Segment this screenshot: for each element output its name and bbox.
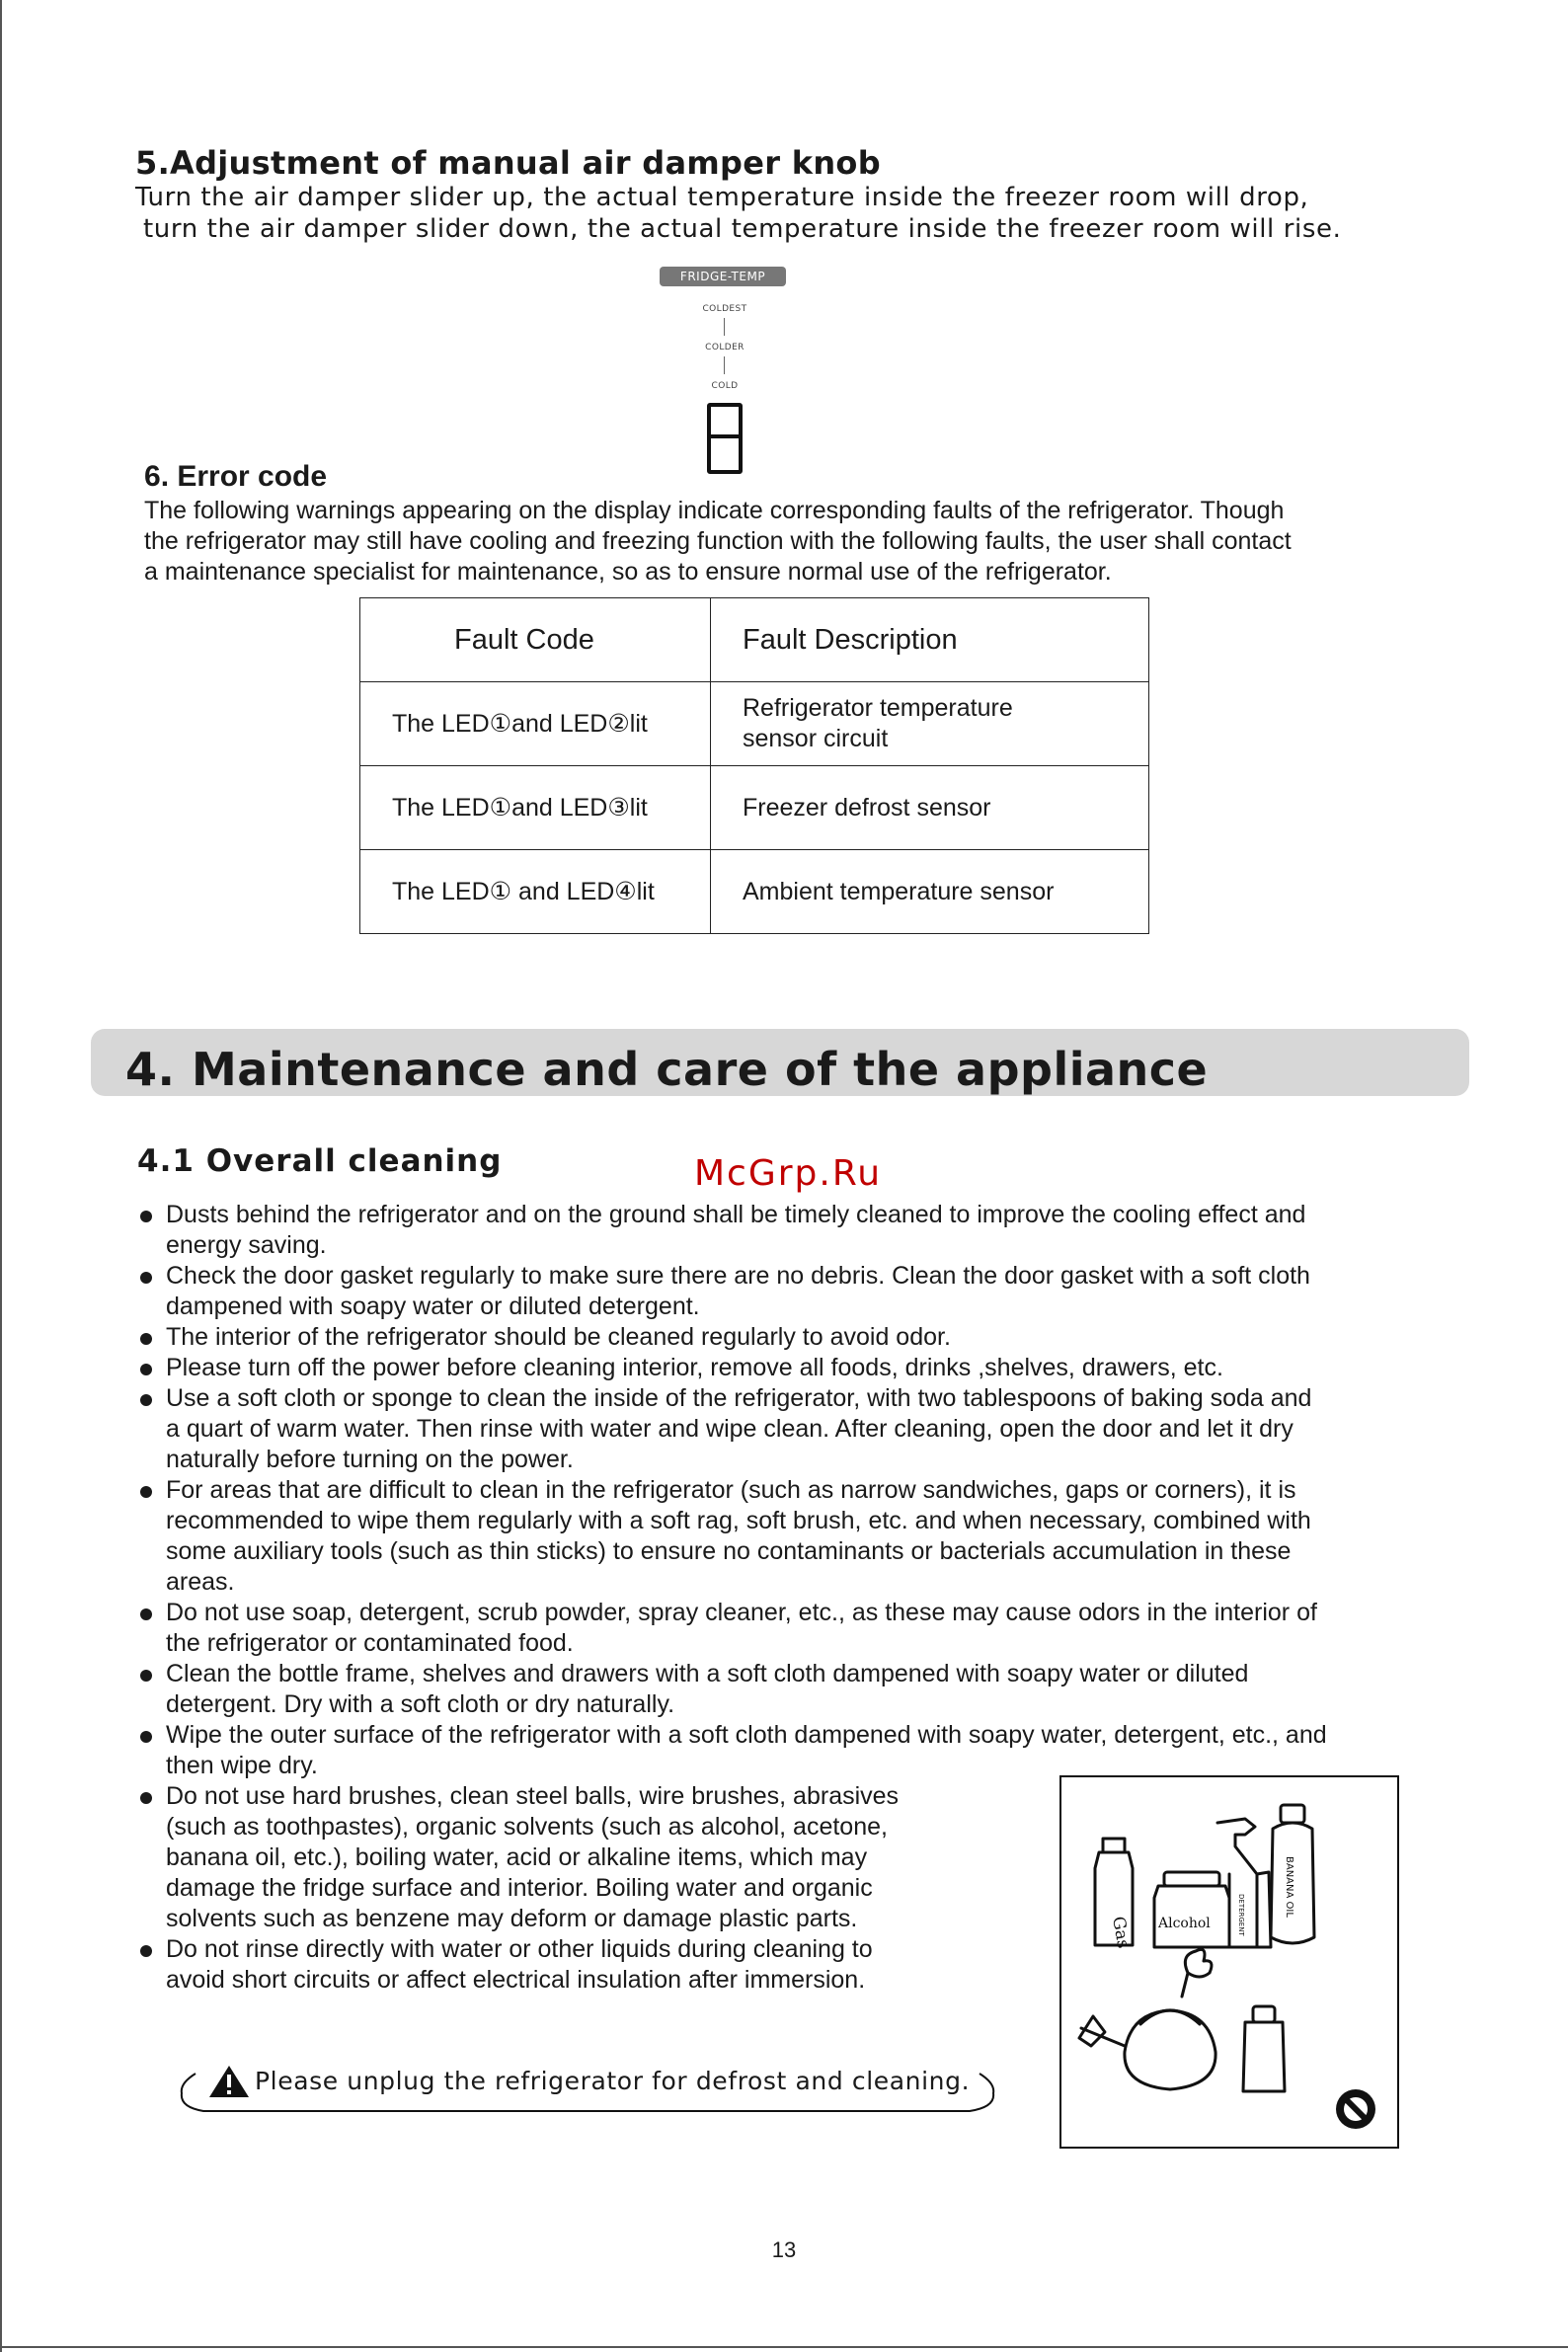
section-6-heading: [144, 460, 327, 494]
list-item: [134, 1659, 1497, 1720]
section-6-line: a maintenance specialist for maintenance, so as to ensure normal use of the refrigerator.: [144, 558, 1112, 586]
bullet-line: Dusts behind the refrigerator and on the ground shall be timely cleaned to improve the cooling effect and: [166, 1201, 1306, 1228]
bullet-line: detergent. Dry with a soft cloth or dry naturally.: [166, 1690, 675, 1718]
banana-oil-label: BANANA OIL: [1284, 1856, 1294, 1918]
description-line: sensor circuit: [743, 725, 889, 752]
bullet-line: dampened with soapy water or diluted detergent.: [166, 1293, 700, 1320]
detergent-label: DETERGENT: [1237, 1894, 1245, 1936]
bullet-line: solvents such as benzene may deform or damage plastic parts.: [166, 1905, 858, 1932]
fridge-temp-badge: FRIDGE-TEMP: [660, 267, 786, 286]
prohibition-icon: [1336, 2089, 1375, 2129]
spray-bottle-icon: [1217, 1819, 1257, 1947]
bullet-line: avoid short circuits or affect electrical insulation after immersion.: [166, 1966, 866, 1994]
bullet-line: Do not use soap, detergent, scrub powder, spray cleaner, etc., as these may cause odors in the interior of: [166, 1599, 1317, 1626]
warning-icon: [209, 2066, 249, 2097]
bullet-line: (such as toothpastes), organic solvents (such as alcohol, acetone,: [166, 1813, 888, 1841]
unplug-notice: [180, 2062, 997, 2119]
gas-label: Gas: [1108, 1915, 1134, 1950]
bullet-line: naturally before turning on the power.: [166, 1446, 574, 1473]
header-fault-code: Fault Code: [360, 598, 711, 682]
damper-slider-knob[interactable]: [707, 403, 743, 474]
list-item: [134, 1200, 1497, 1261]
bullet-line: Do not use hard brushes, clean steel balls, wire brushes, abrasives: [166, 1782, 900, 1810]
page-number: 13: [771, 2237, 797, 2262]
bullet-line: Wipe the outer surface of the refrigerator with a soft cloth dampened with soapy water, detergent, etc., and: [166, 1721, 1327, 1749]
list-item: [134, 1598, 1497, 1659]
section-5-line: turn the air damper slider down, the actual temperature inside the freezer room will rise.: [143, 214, 1342, 244]
fault-code-cell: The LED①and LED②lit: [360, 682, 711, 766]
banana-oil-cap: [1281, 1805, 1304, 1823]
unplug-notice-text: Please unplug the refrigerator for defrost and cleaning.: [255, 2067, 971, 2095]
bullet-line: some auxiliary tools (such as thin sticks) to ensure no contaminants or bacterials accumulation in these: [166, 1537, 1292, 1565]
section-5-text: [135, 182, 1341, 245]
bullet-line: Do not rinse directly with water or other liquids during cleaning to: [166, 1935, 873, 1963]
forbidden-cleaners-illustration: [1059, 1775, 1399, 2149]
section-6-line: The following warnings appearing on the display indicate corresponding faults of the refrigerator. Though: [144, 497, 1285, 524]
section-5-line: Turn the air damper slider up, the actual temperature inside the freezer room will drop,: [135, 183, 1309, 212]
list-item: [134, 1781, 1055, 1934]
bullet-line: Clean the bottle frame, shelves and drawers with a soft cloth dampened with soapy water or diluted: [166, 1660, 1249, 1687]
alcohol-label: Alcohol: [1158, 1916, 1211, 1931]
fault-description-cell: [711, 682, 1149, 766]
kettle-icon: [1125, 2010, 1215, 2089]
section-6-title: . Error code: [160, 460, 328, 493]
bullet-line: energy saving.: [166, 1231, 327, 1259]
section-6-number: 6: [144, 460, 161, 493]
list-item: [134, 1261, 1497, 1322]
list-item: [134, 1934, 1055, 1996]
section-6-text: [144, 496, 1292, 588]
alcohol-jar-lid: [1164, 1872, 1219, 1886]
list-item: [134, 1720, 1497, 1781]
bullet-line: Check the door gasket regularly to make sure there are no debris. Clean the door gasket with a soft cloth: [166, 1262, 1310, 1290]
page-edge-bottom: [0, 2346, 1568, 2348]
small-bottle-cap: [1253, 2006, 1275, 2022]
gas-bottle-cap: [1103, 1839, 1125, 1852]
bullet-line: Use a soft cloth or sponge to clean the inside of the refrigerator, with two tablespoons of baking soda and: [166, 1384, 1312, 1412]
bullet-line: damage the fridge surface and interior. Boiling water and organic: [166, 1874, 873, 1902]
bullet-line: recommended to wipe them regularly with a soft rag, soft brush, etc. and when necessary, combined with: [166, 1507, 1311, 1534]
list-item: [134, 1322, 1497, 1353]
fault-description-cell: Freezer defrost sensor: [711, 766, 1149, 850]
bullet-line: then wipe dry.: [166, 1752, 318, 1779]
air-damper-diagram: [656, 263, 794, 480]
table-row: [360, 766, 1149, 850]
bullet-line: The interior of the refrigerator should be cleaned regularly to avoid odor.: [166, 1323, 951, 1351]
fault-code-table: [359, 597, 1149, 934]
level-tick: [724, 356, 725, 374]
cleaners-drawing: [1061, 1777, 1397, 2147]
subsection-heading: 4.1 Overall cleaning: [137, 1143, 503, 1179]
bullet-line: For areas that are difficult to clean in the refrigerator (such as narrow sandwiches, gaps or corners), it is: [166, 1476, 1296, 1504]
bullet-line: Please turn off the power before cleaning interior, remove all foods, drinks ,shelves, drawers, etc.: [166, 1354, 1223, 1381]
description-line: Refrigerator temperature: [743, 694, 1013, 722]
bullet-line: banana oil, etc.), boiling water, acid or alkaline items, which may: [166, 1843, 868, 1871]
bullet-line: a quart of warm water. Then rinse with water and wipe clean. After cleaning, open the door and let it dry: [166, 1415, 1294, 1443]
list-item: [134, 1383, 1497, 1475]
page-edge-left: [0, 0, 2, 2352]
fault-code-cell: The LED① and LED④lit: [360, 850, 711, 934]
table-row: [360, 850, 1149, 934]
small-bottle-icon: [1243, 2022, 1285, 2091]
watermark: McGrp.Ru: [694, 1153, 883, 1194]
level-cold-label: COLD: [711, 381, 739, 391]
level-tick: [724, 318, 725, 336]
bullet-line: areas.: [166, 1568, 235, 1596]
table-header-row: [360, 598, 1149, 682]
fault-code-cell: The LED①and LED③lit: [360, 766, 711, 850]
level-colder-label: COLDER: [705, 343, 745, 353]
fault-description-cell: Ambient temperature sensor: [711, 850, 1149, 934]
level-coldest-label: COLDEST: [702, 304, 747, 314]
section-5-heading: 5.Adjustment of manual air damper knob: [135, 144, 881, 182]
chapter-title: 4. Maintenance and care of the appliance: [125, 1043, 1209, 1096]
header-fault-description: Fault Description: [711, 598, 1149, 682]
bullet-line: the refrigerator or contaminated food.: [166, 1629, 574, 1657]
list-item: [134, 1475, 1497, 1598]
list-item: [134, 1353, 1497, 1383]
table-row: [360, 682, 1149, 766]
section-6-line: the refrigerator may still have cooling and freezing function with the following faults, the user shall contact: [144, 527, 1292, 555]
